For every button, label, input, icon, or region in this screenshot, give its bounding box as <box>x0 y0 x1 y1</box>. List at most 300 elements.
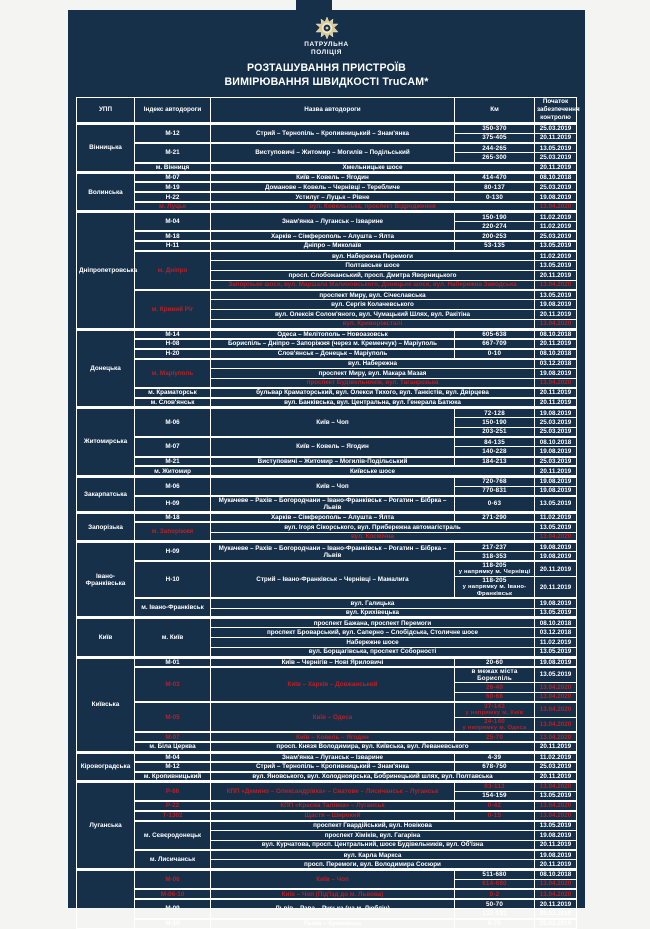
road-name-cell: Київ – Чоп <box>211 476 455 496</box>
km-cell: 20-60 <box>455 657 535 667</box>
road-index-cell: м. Луцьк <box>135 202 211 212</box>
street-cell: просп. Перемоги, вул. Володимира Сосюри <box>211 860 535 870</box>
road-name-cell: Устилуг – Луцьк – Рівне <box>211 192 455 202</box>
date-cell: 13.04.2020 <box>535 202 577 212</box>
road-name-cell: Київ – Ковель – Ягодин <box>211 732 455 742</box>
table-row <box>77 870 577 880</box>
km-cell: 118-205 у напрямку м. Чернівці <box>455 561 535 576</box>
km-cell: 154-159 <box>455 791 535 801</box>
document-page <box>68 10 585 928</box>
road-index-cell: м. Краматорськ <box>135 388 211 398</box>
date-cell: 13.05.2019 <box>535 241 577 251</box>
road-index-cell: М-18 <box>135 231 211 241</box>
street-cell: Набережне шосе <box>211 638 535 648</box>
table-row <box>77 657 577 667</box>
road-index-cell: Р-22 <box>135 801 211 811</box>
road-index-cell: Н-09 <box>135 496 211 513</box>
table-row <box>77 241 577 251</box>
street-cell: вул. Криворіжсталі <box>211 319 535 329</box>
km-cell: 24-140 у напрямку м. Одеса <box>455 717 535 732</box>
page-title-line1: РОЗТАШУВАННЯ ПРИСТРОЇВ <box>246 62 406 74</box>
date-cell: 25.03.2019 <box>535 231 577 241</box>
km-cell: 667-709 <box>455 339 535 349</box>
road-index-cell: м. Біла Церква <box>135 742 211 752</box>
road-name-cell: Харків – Сімферополь – Алушта – Ялта <box>211 512 455 522</box>
road-name-cell: Щастя – Широкий <box>211 811 455 821</box>
table-row <box>77 821 577 831</box>
table-row <box>77 163 577 173</box>
km-cell: 80-137 <box>455 182 535 192</box>
date-cell: 13.04.2020 <box>535 879 577 889</box>
road-index-cell: м. Київ <box>135 618 211 657</box>
km-cell: 4-39 <box>455 752 535 762</box>
street-cell: вул. Галицька <box>211 598 535 608</box>
km-cell: 770-831 <box>455 486 535 496</box>
page-title <box>68 62 585 90</box>
date-cell: 08.10.2018 <box>535 870 577 880</box>
table-row <box>77 919 577 929</box>
road-index-cell: Н-20 <box>135 349 211 359</box>
road-index-cell: М-04 <box>135 752 211 762</box>
region-cell: Запорізька <box>77 512 135 541</box>
km-cell: 8-70 <box>455 919 535 929</box>
table-row <box>77 339 577 349</box>
km-cell: 140-228 <box>455 447 535 457</box>
header-control-start: Початок забезпечення контролю <box>535 97 577 124</box>
table-row <box>77 801 577 811</box>
date-cell: 11.02.2019 <box>535 638 577 648</box>
date-cell: 13.05.2019 <box>535 821 577 831</box>
road-name-cell: Львів – Краковець <box>211 919 455 929</box>
road-name-cell: Бориспіль – Дніпро – Запоріжжя (через м. Кременчук) – Маріуполь <box>211 339 455 349</box>
km-cell: 0-63 <box>455 496 535 513</box>
street-cell: вул. Набережна <box>211 359 535 369</box>
street-cell: вул. Курчатова, просп. Центральний, шосе Будівельників, вул. Об'їзна <box>211 840 535 850</box>
street-cell: проспект Гвардійський, вул. Новікова <box>211 821 535 831</box>
km-cell: 132-191 <box>455 909 535 919</box>
date-cell: 11.02.2019 <box>535 212 577 222</box>
date-cell: 13.04.2020 <box>535 889 577 899</box>
road-index-cell: Н-22 <box>135 192 211 202</box>
region-cell: Закарпатська <box>77 476 135 512</box>
km-cell: 375-405 <box>455 133 535 143</box>
road-name-cell: Київ – Харків – Довжанський <box>211 667 455 702</box>
table-row <box>77 212 577 222</box>
street-cell: вул. Ковельська, проспект Відродження <box>211 202 535 212</box>
table-row <box>77 667 577 683</box>
date-cell: 11.02.2019 <box>535 752 577 762</box>
date-cell: 20.11.2019 <box>535 388 577 398</box>
km-cell: 0-130 <box>455 192 535 202</box>
road-name-cell: Виступовичі – Житомир – Могилів – Подільський <box>211 143 455 163</box>
date-cell: 19.08.2019 <box>535 598 577 608</box>
road-index-cell: М-12 <box>135 124 211 144</box>
logo-text-line1: ПАТРУЛЬНА <box>304 41 349 48</box>
road-name-cell: Мукачеве – Рахів – Богородчани – Івано-Франківськ – Рогатин – Бібрка – Львів <box>211 542 455 562</box>
road-name-cell: Слов'янськ – Донецьк – Маріуполь <box>211 349 455 359</box>
road-name-cell: Київ – Ковель – Ягодин <box>211 173 455 183</box>
table-body <box>77 124 577 929</box>
street-cell: вул. Космічна <box>211 532 535 542</box>
date-cell: 20.11.2019 <box>535 899 577 909</box>
road-name-cell: Київ – Одеса <box>211 702 455 732</box>
street-cell: проспект Хіміків, вул. Гагаріна <box>211 830 535 840</box>
date-cell: 08.10.2018 <box>535 618 577 628</box>
date-cell: 20.11.2019 <box>535 561 577 576</box>
road-index-cell: м. Лисичанськ <box>135 850 211 870</box>
street-cell: вул. Банківська, вул. Центральна, вул. Генерала Батюка <box>211 398 535 408</box>
street-cell: просп. Слобожанський, просп. Дмитра Яворницького <box>211 271 535 281</box>
road-index-cell: м. Івано-Франківськ <box>135 598 211 618</box>
km-cell: 265-300 <box>455 153 535 163</box>
date-cell: 19.08.2019 <box>535 368 577 378</box>
table-row <box>77 457 577 467</box>
table-row <box>77 618 577 628</box>
road-index-cell: м. Сєвєродонецьк <box>135 821 211 850</box>
date-cell: 13.05.2019 <box>535 290 577 300</box>
road-name-cell: Київ – Чернігів – Нові Яриловичі <box>211 657 455 667</box>
region-cell: Луганська <box>77 781 135 869</box>
table-row <box>77 850 577 860</box>
road-name-cell: Знам'янка – Луганськ – Ізварине <box>211 752 455 762</box>
table-row <box>77 742 577 752</box>
page-title-line2: ВИМІРЮВАННЯ ШВИДКОСТІ TruCAM* <box>224 75 429 88</box>
km-cell: 93-113 <box>455 781 535 791</box>
date-cell: 08.10.2018 <box>535 173 577 183</box>
header-region: УПП <box>77 97 135 124</box>
road-index-cell: М-06 <box>135 476 211 496</box>
km-cell: 0-2 <box>455 889 535 899</box>
speed-camera-table <box>76 97 580 929</box>
police-logo <box>68 10 585 57</box>
road-name-cell: КПП «Красна Талівка» – Луганськ <box>211 801 455 811</box>
road-index-cell: М-18 <box>135 512 211 522</box>
street-cell: вул. Олексія Солом'яного, вул. Чумацький Шлях, вул. Ракітіна <box>211 310 535 320</box>
date-cell: 20.11.2019 <box>535 772 577 782</box>
date-cell: 13.05.2019 <box>535 143 577 153</box>
date-cell: 19.08.2019 <box>535 486 577 496</box>
street-cell: вул. Крихівецька <box>211 608 535 618</box>
date-cell: 19.08.2019 <box>535 192 577 202</box>
road-index-cell: м. Слов'янськ <box>135 398 211 408</box>
date-cell: 25.03.2019 <box>535 762 577 772</box>
km-cell: 184-213 <box>455 457 535 467</box>
date-cell: 13.04.2020 <box>535 532 577 542</box>
road-index-cell: М-07 <box>135 173 211 183</box>
date-cell: 20.11.2019 <box>535 133 577 143</box>
road-index-cell: М-03 <box>135 667 211 702</box>
street-cell: вул. Борщагівська, проспект Соборності <box>211 647 535 657</box>
road-index-cell: М-21 <box>135 457 211 467</box>
street-cell: проспект Миру, вул. Макара Мазая <box>211 368 535 378</box>
km-cell: 0-42 <box>455 801 535 811</box>
date-cell: 19.08.2019 <box>535 476 577 486</box>
road-index-cell: М-06 <box>135 870 211 890</box>
road-name-cell: Київ – Ковель – Ягодин <box>211 437 455 457</box>
date-cell: 19.08.2019 <box>535 447 577 457</box>
table-row <box>77 781 577 791</box>
header-km: Км <box>455 97 535 124</box>
table-row <box>77 388 577 398</box>
region-cell: Житомирська <box>77 408 135 477</box>
date-cell: 20.11.2019 <box>535 310 577 320</box>
table-row <box>77 542 577 552</box>
km-cell: 150-190 <box>455 417 535 427</box>
table-row <box>77 202 577 212</box>
date-cell: 19.08.2019 <box>535 408 577 418</box>
date-cell: 13.05.2019 <box>535 496 577 513</box>
km-cell: 244-265 <box>455 143 535 153</box>
km-cell: 271-290 <box>455 512 535 522</box>
road-index-cell: Р-66 <box>135 781 211 801</box>
date-cell: 25.03.2019 <box>535 124 577 134</box>
table-row <box>77 752 577 762</box>
date-cell: 20.11.2019 <box>535 339 577 349</box>
table-row <box>77 772 577 782</box>
date-cell: 13.04.2020 <box>535 702 577 717</box>
date-cell: 20.11.2019 <box>535 577 577 599</box>
road-index-cell: М-05 <box>135 702 211 732</box>
road-name-cell: Стрий – Тернопіль – Кропивницький – Знам'янка <box>211 762 455 772</box>
header-road-name: Назва автодороги <box>211 97 455 124</box>
road-name-cell: КПП «Демино – Олександрівка» – Сватове – Лисичанськ – Луганськ <box>211 781 455 801</box>
street-cell: просп. Князя Володимира, вул. Київська, вул. Леваневського <box>211 742 535 752</box>
km-cell: 25-70 <box>455 732 535 742</box>
date-cell: 25.03.2019 <box>535 417 577 427</box>
road-name-cell: Одеса – Мелітополь – Новоазовськ <box>211 329 455 339</box>
table-row <box>77 124 577 134</box>
table-row <box>77 466 577 476</box>
header-road-index: Індекс автодороги <box>135 97 211 124</box>
date-cell: 11.02.2019 <box>535 512 577 522</box>
street-cell: вул. Карла Маркса <box>211 850 535 860</box>
date-cell: 08.10.2018 <box>535 437 577 447</box>
street-cell: Полтавське шосе <box>211 261 535 271</box>
date-cell: 08.10.2018 <box>535 329 577 339</box>
date-cell: 11.02.2019 <box>535 222 577 232</box>
road-name-cell: Дніпро – Миколаїв <box>211 241 455 251</box>
date-cell: 20.11.2019 <box>535 163 577 173</box>
date-cell: 19.08.2019 <box>535 830 577 840</box>
road-name-cell: Виступовичі – Житомир – Могилів-Подільський <box>211 457 455 467</box>
date-cell: 13.05.2019 <box>535 647 577 657</box>
road-index-cell: м. Кропивницький <box>135 772 211 782</box>
police-badge-icon <box>316 17 338 39</box>
date-cell: 13.05.2019 <box>535 667 577 683</box>
road-index-cell: м. Вінниця <box>135 163 211 173</box>
date-cell: 20.11.2019 <box>535 742 577 752</box>
date-cell: 25.03.2019 <box>535 182 577 192</box>
date-cell: 11.02.2019 <box>535 251 577 261</box>
date-cell: 08.10.2018 <box>535 349 577 359</box>
street-cell: проспект Броварський, вул. Саперно – Слобідська, Столичне шосе <box>211 628 535 638</box>
km-cell: 150-190 <box>455 212 535 222</box>
road-index-cell: Т-1302 <box>135 811 211 821</box>
road-name-cell: Львів – Рава – Руська (на м. Люблін) <box>211 899 455 919</box>
street-cell: Київське шосе <box>211 466 535 476</box>
table-row <box>77 437 577 447</box>
table-row <box>77 192 577 202</box>
date-cell: 19.08.2019 <box>535 657 577 667</box>
road-index-cell: М-07 <box>135 437 211 457</box>
date-cell: 19.08.2019 <box>535 300 577 310</box>
street-cell: вул. Набережна Перемоги <box>211 251 535 261</box>
date-cell: 13.05.2019 <box>535 791 577 801</box>
table-row <box>77 251 577 261</box>
date-cell: 20.11.2019 <box>535 860 577 870</box>
date-cell: 19.08.2019 <box>535 542 577 552</box>
date-cell: 13.04.2020 <box>535 378 577 388</box>
street-cell: вул. Ігоря Сікорського, вул. Прибережна автомагістраль <box>211 522 535 532</box>
date-cell: 20.11.2019 <box>535 466 577 476</box>
region-cell: Кіровоградська <box>77 752 135 781</box>
road-index-cell: М-10 <box>135 919 211 929</box>
road-name-cell: Київ – Чоп (Під'їзд до м. Львова) <box>211 889 455 899</box>
region-cell: Донецька <box>77 329 135 407</box>
street-cell: бульвар Краматорський, вул. Олекси Тихого, вул. Танкістів, вул. Двірцева <box>211 388 535 398</box>
region-cell: Київ <box>77 618 135 657</box>
road-name-cell: Київ – Чоп <box>211 408 455 437</box>
road-index-cell: М-07 <box>135 732 211 742</box>
road-index-cell: м. Маріуполь <box>135 359 211 388</box>
km-cell: 220-274 <box>455 222 535 232</box>
km-cell: 217-237 <box>455 542 535 552</box>
date-cell: 03.12.2018 <box>535 359 577 369</box>
road-index-cell: М-19 <box>135 182 211 192</box>
table-row <box>77 359 577 369</box>
table-row <box>77 329 577 339</box>
date-cell: 13.05.2019 <box>535 522 577 532</box>
table-row <box>77 290 577 300</box>
road-index-cell: м. Дніпро <box>135 251 211 290</box>
km-cell: 678-750 <box>455 762 535 772</box>
table-row <box>77 496 577 513</box>
km-cell: 26-40 <box>455 683 535 693</box>
road-index-cell: Н-11 <box>135 241 211 251</box>
date-cell: 19.08.2019 <box>535 850 577 860</box>
date-cell: 25.03.2019 <box>535 457 577 467</box>
region-cell: Волинська <box>77 173 135 212</box>
road-index-cell: Н-09 <box>135 542 211 562</box>
table-row <box>77 349 577 359</box>
road-name-cell: Київ – Чоп <box>211 870 455 890</box>
km-cell: 720-768 <box>455 476 535 486</box>
km-cell: в межах міста Бориспіль <box>455 667 535 683</box>
km-cell: 318-353 <box>455 552 535 562</box>
street-cell: Запорізьке шосе, вул. Маршала Малиновського, Донецьке шосе, вул. Набережна Заводська <box>211 280 535 290</box>
km-cell: 203-251 <box>455 427 535 437</box>
street-cell: вул. Сергія Колачевського <box>211 300 535 310</box>
road-index-cell: М-21 <box>135 143 211 163</box>
km-cell: 414-470 <box>455 173 535 183</box>
table-row <box>77 408 577 418</box>
km-cell: 72-128 <box>455 408 535 418</box>
date-cell: 25.03.2019 <box>535 919 577 929</box>
date-cell: 20.11.2019 <box>535 840 577 850</box>
road-index-cell: М-01 <box>135 657 211 667</box>
table-row <box>77 143 577 153</box>
date-cell: 13.04.2020 <box>535 683 577 693</box>
road-name-cell: Знам'янка – Луганськ – Ізварине <box>211 212 455 232</box>
table-row <box>77 476 577 486</box>
table-row <box>77 899 577 909</box>
road-index-cell: М-12 <box>135 762 211 772</box>
road-name-cell: Стрий – Івано-Франківськ – Чернівці – Мамалига <box>211 561 455 598</box>
km-cell: 614-680 <box>455 879 535 889</box>
table-row <box>77 732 577 742</box>
km-cell: 84-135 <box>455 437 535 447</box>
table-row <box>77 561 577 576</box>
table-row <box>77 398 577 408</box>
km-cell: 50-70 <box>455 899 535 909</box>
date-cell: 13.04.2020 <box>535 692 577 702</box>
date-cell: 13.04.2020 <box>535 732 577 742</box>
date-cell: 20.11.2019 <box>535 271 577 281</box>
region-cell: Київська <box>77 657 135 752</box>
table-header-row <box>77 97 577 124</box>
road-index-cell: м. Кривий Ріг <box>135 290 211 329</box>
road-name-cell: Доманове – Ковель – Чернівці – Теребличе <box>211 182 455 192</box>
date-cell: 13.04.2020 <box>535 319 577 329</box>
region-cell: Вінницька <box>77 124 135 173</box>
region-cell: Дніпропетровська <box>77 212 135 330</box>
date-cell: 25.03.2019 <box>535 153 577 163</box>
road-name-cell: Мукачеве – Рахів – Богородчани – Івано-Франківськ – Рогатин – Бібрка – Львів <box>211 496 455 513</box>
date-cell: 13.05.2019 <box>535 261 577 271</box>
km-cell: 511-680 <box>455 870 535 880</box>
street-cell: вул. Яновського, вул. Холодноярська, Бобринецький шлях, вул. Полтавська <box>211 772 535 782</box>
road-index-cell: М-14 <box>135 329 211 339</box>
km-cell: 118-205 у напрямку м. Івано-Франківськ <box>455 577 535 599</box>
road-index-cell: М-06-10 <box>135 889 211 899</box>
table-row <box>77 182 577 192</box>
date-cell: 13.04.2020 <box>535 280 577 290</box>
km-cell: 37-143 у напрямку м. Київ <box>455 702 535 717</box>
road-index-cell: Н-08 <box>135 339 211 349</box>
table-row <box>77 762 577 772</box>
km-cell: 0-15 <box>455 811 535 821</box>
road-index-cell: М-09 <box>135 899 211 919</box>
km-cell: 53-135 <box>455 241 535 251</box>
table-row <box>77 598 577 608</box>
road-name-cell: Стрий – Тернопіль – Кропивницький – Знам'янка <box>211 124 455 144</box>
date-cell: 13.04.2020 <box>535 781 577 791</box>
street-cell: проспект Бажана, проспект Перемоги <box>211 618 535 628</box>
table-row <box>77 231 577 241</box>
table-row <box>77 702 577 717</box>
date-cell: 13.05.2019 <box>535 608 577 618</box>
km-cell: 200-253 <box>455 231 535 241</box>
road-index-cell: м. Житомир <box>135 466 211 476</box>
logo-text-line2: ПОЛІЦІЯ <box>311 49 342 56</box>
km-cell: 0-10 <box>455 349 535 359</box>
region-cell <box>77 870 135 929</box>
date-cell: 13.04.2020 <box>535 811 577 821</box>
date-cell: 20.11.2019 <box>535 398 577 408</box>
date-cell: 25.03.2019 <box>535 909 577 919</box>
table-row <box>77 811 577 821</box>
table-row <box>77 512 577 522</box>
road-name-cell: Харків – Сімферополь – Алушта – Ялта <box>211 231 455 241</box>
road-index-cell: М-06 <box>135 408 211 437</box>
date-cell: 03.12.2018 <box>535 628 577 638</box>
table-row <box>77 173 577 183</box>
km-cell: 605-638 <box>455 329 535 339</box>
km-cell: 60-68 <box>455 692 535 702</box>
date-cell: 25.03.2019 <box>535 427 577 437</box>
road-index-cell: М-04 <box>135 212 211 232</box>
street-cell: Хмельницьке шосе <box>211 163 535 173</box>
